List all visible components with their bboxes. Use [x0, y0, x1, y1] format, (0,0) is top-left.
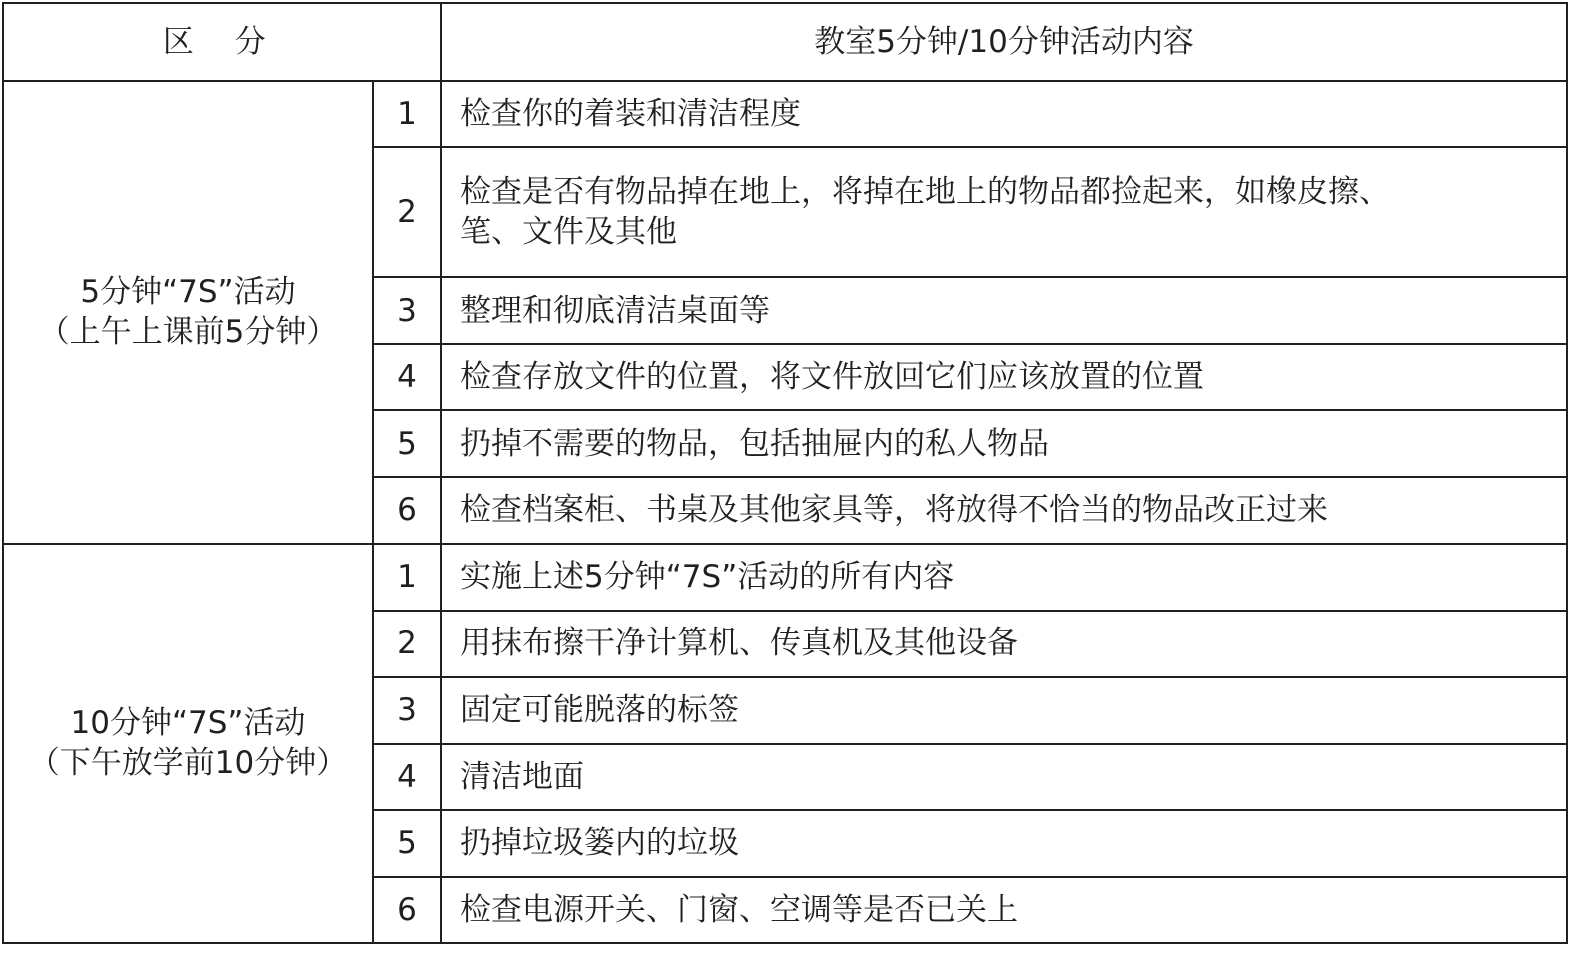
- item-number: 2: [373, 147, 441, 277]
- item-content: [441, 277, 1567, 344]
- table-row: [3, 544, 1567, 611]
- item-content-line: 实施上述5分钟“7S”活动的所有内容: [460, 558, 955, 595]
- header-content-label: 教室5分钟/10分钟活动内容: [814, 23, 1194, 60]
- group-subtitle: （上午上课前5分钟）: [38, 314, 338, 351]
- item-content-line: 清洁地面: [460, 758, 585, 795]
- item-number: 6: [373, 877, 441, 943]
- item-content-line: 整理和彻底清洁桌面等: [460, 292, 771, 329]
- item-content-line: 检查存放文件的位置，将文件放回它们应该放置的位置: [460, 359, 1205, 396]
- item-content: [441, 81, 1567, 147]
- activity-table: [2, 2, 1568, 944]
- item-content: [441, 810, 1567, 877]
- item-number: 4: [373, 344, 441, 410]
- item-number: 1: [373, 81, 441, 147]
- item-number: 5: [373, 810, 441, 877]
- group-cell: [3, 81, 373, 543]
- item-content-line: 检查电源开关、门窗、空调等是否已关上: [460, 891, 1019, 928]
- header-row: [3, 3, 1567, 81]
- item-number: 3: [373, 277, 441, 344]
- item-content: [441, 611, 1567, 677]
- item-number: 6: [373, 477, 441, 543]
- item-content-line: 固定可能脱落的标签: [460, 692, 740, 729]
- group-title: 10分钟“7S”活动: [70, 704, 306, 741]
- item-content: [441, 147, 1567, 277]
- item-content-line: 用抹布擦干净计算机、传真机及其他设备: [460, 625, 1019, 662]
- item-content-line: 扔掉不需要的物品，包括抽屉内的私人物品: [460, 425, 1050, 462]
- item-content: [441, 677, 1567, 744]
- item-content: [441, 410, 1567, 477]
- item-content: [441, 877, 1567, 943]
- group-cell: [3, 544, 373, 943]
- item-content: [441, 744, 1567, 810]
- item-content: [441, 477, 1567, 543]
- item-content-line: 笔、文件及其他: [460, 214, 678, 251]
- table-body: [3, 3, 1567, 943]
- header-group-label: 区 分: [162, 23, 282, 60]
- item-content-line: 扔掉垃圾篓内的垃圾: [460, 825, 740, 862]
- item-content-line: 检查是否有物品掉在地上，将掉在地上的物品都捡起来，如橡皮擦、: [460, 173, 1391, 210]
- item-number: 5: [373, 410, 441, 477]
- item-content-line: 检查你的着装和清洁程度: [460, 95, 802, 132]
- item-number: 2: [373, 611, 441, 677]
- table-row: [3, 81, 1567, 147]
- item-number: 3: [373, 677, 441, 744]
- header-group-cell: [3, 3, 441, 81]
- item-content: [441, 344, 1567, 410]
- item-content: [441, 544, 1567, 611]
- group-title: 5分钟“7S”活动: [80, 274, 296, 310]
- group-subtitle: （下午放学前10分钟）: [28, 745, 348, 782]
- header-content-cell: [441, 3, 1567, 81]
- item-number: 1: [373, 544, 441, 611]
- item-content-line: 检查档案柜、书桌及其他家具等，将放得不恰当的物品改正过来: [460, 492, 1329, 529]
- item-number: 4: [373, 744, 441, 810]
